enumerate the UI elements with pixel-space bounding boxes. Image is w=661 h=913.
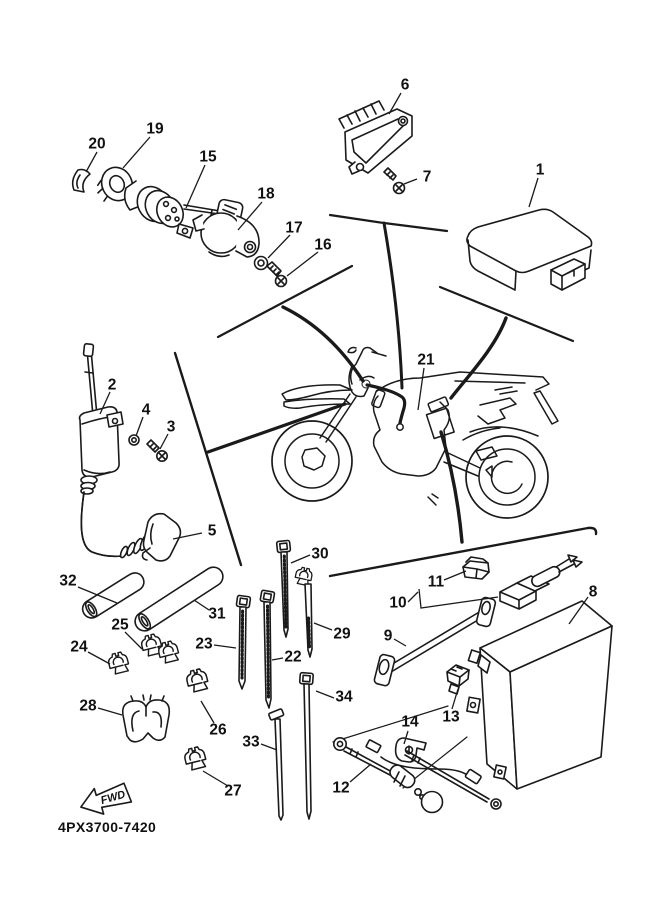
part-27-clamp <box>183 746 207 771</box>
part-label-22: 22 <box>284 648 302 666</box>
part-25-clamps <box>140 633 180 664</box>
part-23-cable-tie <box>236 595 250 689</box>
part-label-25: 25 <box>111 616 129 634</box>
part-11-spare-fuse-holder <box>463 557 489 579</box>
part-label-33: 33 <box>242 733 260 751</box>
part-2-ignition-coil <box>80 344 124 494</box>
part-20-cap <box>73 170 90 193</box>
part-34-cable-tie <box>300 673 314 819</box>
part-24-clamp <box>107 651 130 675</box>
part-label-27: 27 <box>224 782 242 800</box>
part-8-battery <box>467 601 612 789</box>
part-label-21: 21 <box>417 351 435 369</box>
part-label-8: 8 <box>588 583 598 601</box>
part-label-34: 34 <box>335 688 353 706</box>
part-26-clamp <box>185 668 209 693</box>
part-label-29: 29 <box>333 625 351 643</box>
part-31-tube <box>131 564 226 635</box>
part-label-4: 4 <box>141 401 151 419</box>
part-label-17: 17 <box>285 219 303 237</box>
part-label-7: 7 <box>422 168 432 186</box>
part-label-28: 28 <box>79 697 97 715</box>
part-label-6: 6 <box>400 76 410 94</box>
motorcycle <box>272 348 558 519</box>
part-label-32: 32 <box>59 572 77 590</box>
part-label-18: 18 <box>257 185 275 203</box>
part-22-cable-tie <box>260 590 275 708</box>
part-label-5: 5 <box>207 522 217 540</box>
part-label-12: 12 <box>332 779 350 797</box>
part-6-rectifier <box>339 101 412 174</box>
fwd-arrow <box>77 780 133 820</box>
part-label-9: 9 <box>383 627 393 645</box>
part-29-cable-tie-with-clip <box>294 566 313 657</box>
part-1-cdi-unit <box>467 209 592 290</box>
fwd-label: FWD <box>99 788 127 808</box>
part-5-plug-cap <box>81 492 180 561</box>
part-10-fuse-assembly <box>500 555 582 609</box>
diagram-code: 4PX3700-7420 <box>58 819 157 835</box>
part-label-16: 16 <box>314 236 332 254</box>
part-label-2: 2 <box>107 376 117 394</box>
part-33-band <box>268 709 284 820</box>
part-18-cover <box>193 213 259 257</box>
part-label-3: 3 <box>166 418 176 436</box>
part-label-23: 23 <box>195 635 213 653</box>
part-label-20: 20 <box>88 135 106 153</box>
part-30-cable-tie <box>277 540 291 637</box>
part-label-19: 19 <box>146 120 164 138</box>
part-label-11: 11 <box>427 573 445 591</box>
part-label-30: 30 <box>311 545 329 563</box>
part-label-14: 14 <box>401 713 419 731</box>
part-label-13: 13 <box>442 708 460 726</box>
part-4-washer <box>129 435 139 445</box>
part-3-screw <box>147 440 167 461</box>
part-label-26: 26 <box>209 721 227 739</box>
part-7-screw <box>384 168 405 194</box>
part-28-double-clamp <box>123 695 170 742</box>
part-label-10: 10 <box>389 594 407 612</box>
part-label-31: 31 <box>208 605 226 623</box>
part-16-screw <box>267 262 287 287</box>
part-17-washer <box>255 257 268 270</box>
part-label-24: 24 <box>70 638 88 656</box>
part-label-1: 1 <box>535 161 545 179</box>
part-32-tube <box>79 570 147 622</box>
part-label-15: 15 <box>199 148 217 166</box>
